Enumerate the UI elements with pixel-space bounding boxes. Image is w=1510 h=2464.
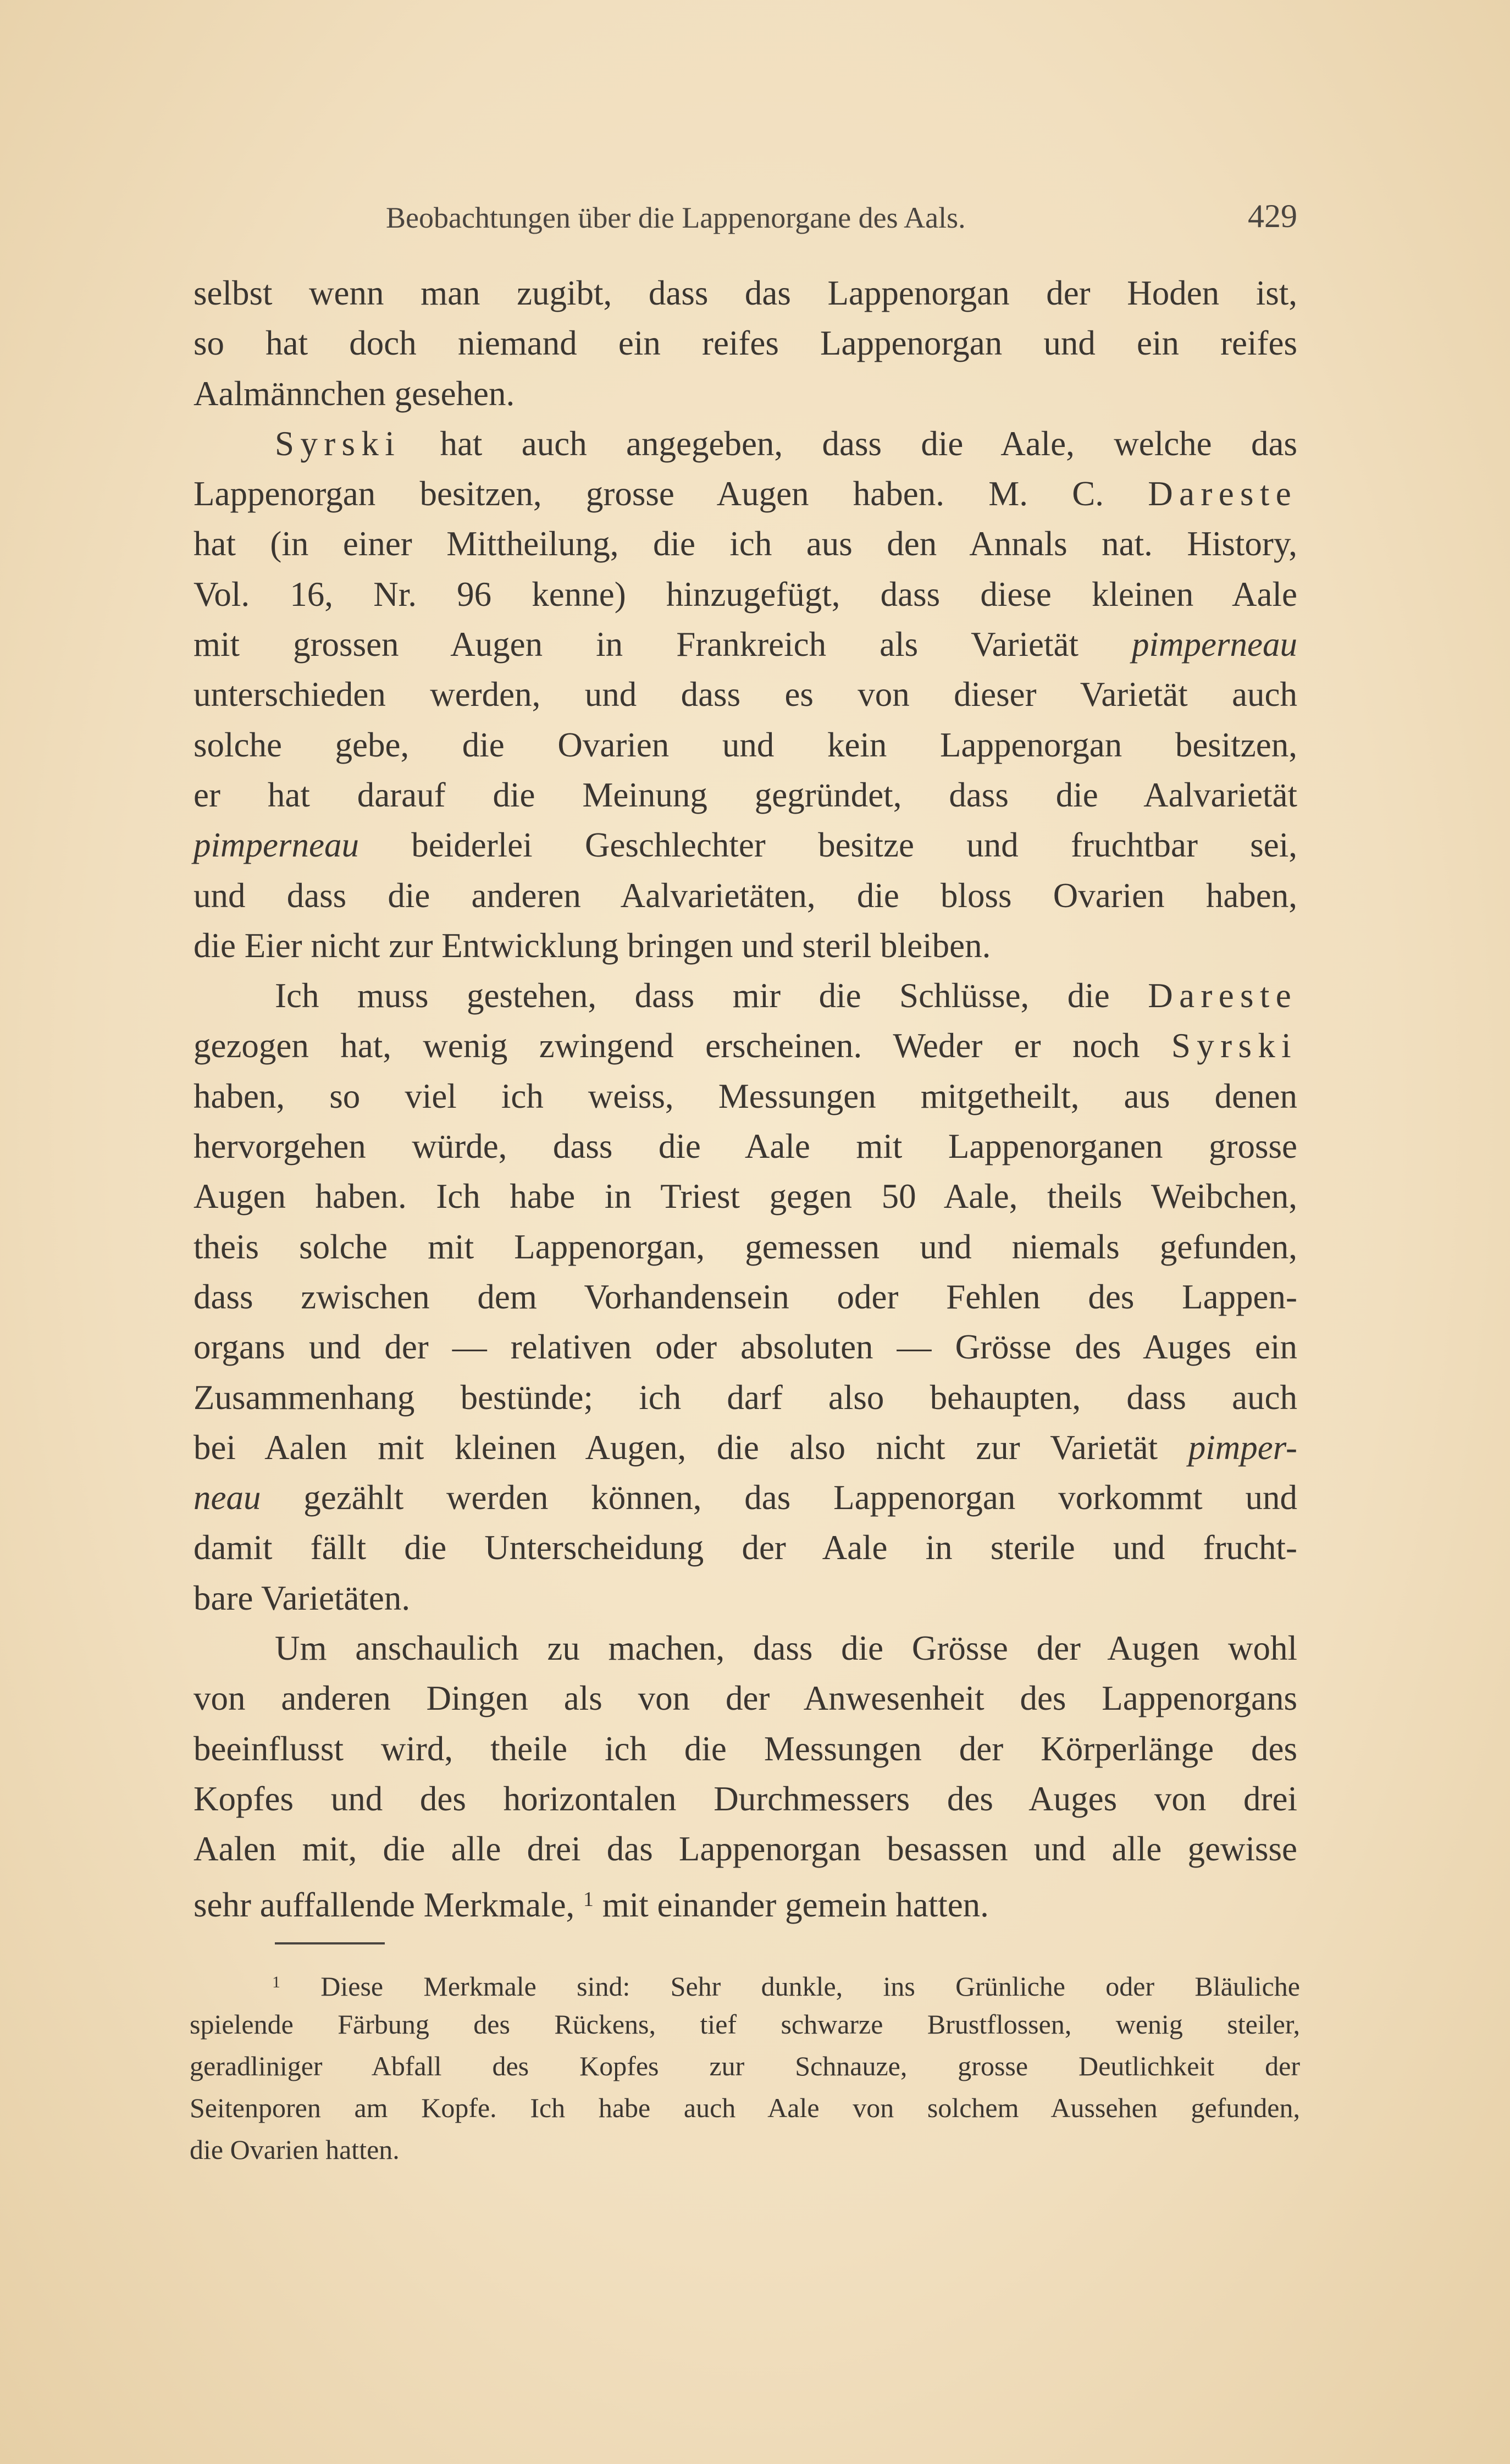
body-line (193, 1021, 1297, 1071)
footnote-line (190, 2003, 1300, 2045)
body-line (193, 1724, 1297, 1774)
footnote (190, 1962, 1300, 2170)
text-run: gezählt werden können, das Lappenorgan vorkommt und (261, 1478, 1297, 1517)
text-run: von anderen Dingen als von der Anwesenheit des Lappenorgans (193, 1679, 1297, 1718)
footnote-divider (275, 1942, 385, 1944)
body-line (193, 419, 1297, 469)
body-line (193, 971, 1297, 1021)
footnote-line (190, 2129, 1300, 2170)
italic-term: pimperneau (1132, 625, 1297, 664)
footnote-line (190, 2087, 1300, 2129)
footnote-line (190, 1962, 1300, 2003)
body-line (193, 1875, 1297, 1925)
text-run: haben, so viel ich weiss, Messungen mitgetheilt, aus denen (193, 1076, 1297, 1115)
text-run: und dass die anderen Aalvarietäten, die bloss Ovarien haben, (193, 876, 1297, 915)
text-run: Zusammenhang bestünde; ich darf also behaupten, dass auch (193, 1378, 1297, 1417)
text-run: hat auch angegeben, dass die Aale, welche das (401, 424, 1297, 463)
text-run: geradliniger Abfall des Kopfes zur Schnauze, grosse Deutlichkeit der (190, 2051, 1300, 2081)
text-run: sehr auffallende Merkmale, (193, 1885, 584, 1924)
running-header (193, 198, 1297, 245)
text-run: beiderlei Geschlechter besitze und fruchtbar sei, (358, 826, 1297, 865)
spaced-name: Dareste (1148, 976, 1297, 1015)
text-run: bare Varietäten. (193, 1578, 411, 1617)
footnote-line (190, 2045, 1300, 2087)
body-line (193, 820, 1297, 870)
text-run: hat (in einer Mittheilung, die ich aus den Annals nat. History, (193, 524, 1297, 563)
body-line (193, 469, 1297, 519)
text-run: Lappenorgan besitzen, grosse Augen haben. M. C. (193, 474, 1148, 513)
body-line (193, 1222, 1297, 1272)
text-run: damit fällt die Unterscheidung der Aale in sterile und frucht- (193, 1528, 1297, 1567)
spaced-name: Dareste (1148, 474, 1297, 513)
text-run: Diese Merkmale sind: Sehr dunkle, ins Grünliche oder Bläuliche (280, 1971, 1300, 2002)
text-run: dass zwischen dem Vorhandensein oder Fehlen des Lappen- (193, 1277, 1297, 1316)
body-line (193, 519, 1297, 569)
body-line (193, 620, 1297, 670)
body-line (193, 871, 1297, 921)
text-run: so hat doch niemand ein reifes Lappenorgan und ein reifes (193, 324, 1297, 363)
running-title: Beobachtungen über die Lappenorgane des Aals. (386, 201, 966, 234)
text-run: mit einander gemein hatten. (593, 1885, 989, 1924)
body-line (193, 1673, 1297, 1723)
body-line (193, 1824, 1297, 1874)
footnote-marker: 1 (583, 1887, 594, 1911)
body-line (193, 1071, 1297, 1121)
footnote-marker: 1 (272, 1973, 280, 1991)
body-line (193, 268, 1297, 318)
text-run: er hat darauf die Meinung gegründet, dass die Aalvarietät (193, 775, 1297, 814)
body-text (193, 268, 1297, 1925)
body-line (193, 670, 1297, 720)
text-run: hervorgehen würde, dass die Aale mit Lappenorganen grosse (193, 1127, 1297, 1166)
text-run: beeinflusst wird, theile ich die Messungen der Körperlänge des (193, 1729, 1297, 1768)
body-line (193, 1573, 1297, 1623)
text-run: Ich muss gestehen, dass mir die Schlüsse, die (275, 976, 1148, 1015)
body-line (193, 369, 1297, 419)
italic-term: pimperneau (193, 826, 359, 865)
text-run: unterschieden werden, und dass es von dieser Varietät auch (193, 675, 1297, 714)
body-line (193, 1373, 1297, 1423)
body-line (193, 1322, 1297, 1372)
text-run: die Ovarien hatten. (190, 2134, 400, 2165)
body-line (193, 1523, 1297, 1573)
body-line (193, 1774, 1297, 1824)
text-run: Augen haben. Ich habe in Triest gegen 50 Aale, theils Weibchen, (193, 1177, 1297, 1216)
text-run: spielende Färbung des Rückens, tief schwarze Brustflossen, wenig steiler, (190, 2009, 1300, 2040)
body-line (193, 1121, 1297, 1172)
body-line (193, 720, 1297, 770)
body-line (193, 1473, 1297, 1523)
text-run: die Eier nicht zur Entwicklung bringen und steril bleiben. (193, 926, 991, 965)
body-line (193, 921, 1297, 971)
text-run: Vol. 16, Nr. 96 kenne) hinzugefügt, dass diese kleinen Aale (193, 574, 1297, 614)
page-number: 429 (1248, 198, 1297, 234)
italic-term: neau (193, 1478, 261, 1517)
body-line (193, 318, 1297, 368)
body-line (193, 1172, 1297, 1222)
body-line (193, 1272, 1297, 1322)
spaced-name: Syrski (1171, 1026, 1297, 1065)
text-run: bei Aalen mit kleinen Augen, die also nicht zur Varietät (193, 1428, 1188, 1467)
text-run: Aalmännchen gesehen. (193, 374, 515, 413)
text-run: Um anschaulich zu machen, dass die Grösse der Augen wohl (275, 1629, 1297, 1668)
body-line (193, 1423, 1297, 1473)
text-run: mit grossen Augen in Frankreich als Varietät (193, 625, 1132, 664)
spaced-name: Syrski (275, 424, 401, 463)
text-run: solche gebe, die Ovarien und kein Lappenorgan besitzen, (193, 725, 1297, 764)
text-run: Aalen mit, die alle drei das Lappenorgan besassen und alle gewisse (193, 1830, 1297, 1869)
text-run: Kopfes und des horizontalen Durchmessers des Auges von drei (193, 1779, 1297, 1818)
body-line (193, 1623, 1297, 1673)
italic-term: pimper- (1188, 1428, 1297, 1467)
text-run: selbst wenn man zugibt, dass das Lappenorgan der Hoden ist, (193, 274, 1297, 312)
text-run: theis solche mit Lappenorgan, gemessen und niemals gefunden, (193, 1227, 1297, 1266)
text-run: gezogen hat, wenig zwingend erscheinen. Weder er noch (193, 1026, 1171, 1065)
body-line (193, 570, 1297, 620)
text-run: organs und der — relativen oder absoluten — Grösse des Auges ein (193, 1328, 1297, 1367)
text-run: Seitenporen am Kopfe. Ich habe auch Aale von solchem Aussehen gefunden, (190, 2092, 1300, 2123)
body-line (193, 770, 1297, 820)
